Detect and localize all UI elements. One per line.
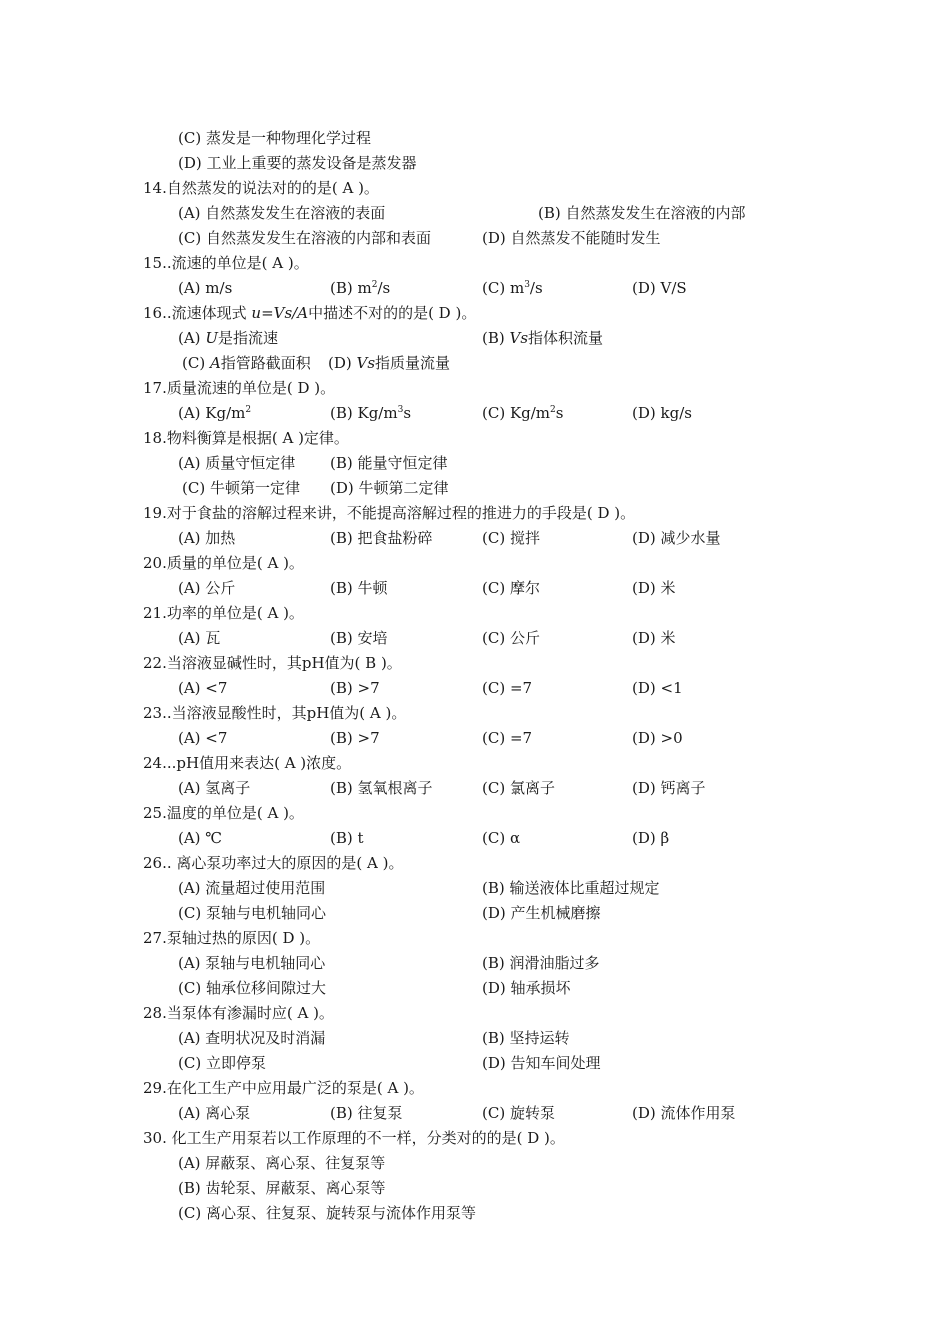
q23-option-d: (D) >0 bbox=[632, 729, 683, 747]
q23-stem: 23..当溶液显酸性时，其pH值为( A )。 bbox=[143, 704, 407, 722]
q23-option-b: (B) >7 bbox=[330, 729, 380, 747]
q27-stem: 27.泵轴过热的原因( D )。 bbox=[143, 929, 321, 947]
q28-option-c: (C) 立即停泵 bbox=[178, 1054, 266, 1072]
q26-option-b: (B) 输送液体比重超过规定 bbox=[482, 879, 660, 897]
velocity-formula: u=Vs/A bbox=[251, 304, 309, 322]
q13-option-d: (D) 工业上重要的蒸发设备是蒸发器 bbox=[178, 154, 417, 172]
q24-option-d: (D) 钙离子 bbox=[632, 779, 706, 797]
q29-option-d: (D) 流体作用泵 bbox=[632, 1104, 736, 1122]
q30-option-b: (B) 齿轮泵、屏蔽泵、离心泵等 bbox=[178, 1179, 386, 1197]
q17-option-a: (A) $Kg/m^2$ bbox=[178, 404, 252, 422]
q27-option-d: (D) 轴承损坏 bbox=[482, 979, 571, 997]
q25-option-b: (B) t bbox=[330, 829, 364, 847]
q20-option-d: (D) 米 bbox=[632, 579, 676, 597]
q27-option-a: (A) 泵轴与电机轴同心 bbox=[178, 954, 326, 972]
q19-option-c: (C) 搅拌 bbox=[482, 529, 540, 547]
q17-stem: 17.质量流速的单位是( D )。 bbox=[143, 379, 336, 397]
q17-option-d: (D) kg/s bbox=[632, 404, 692, 422]
q17-option-c: (C) $Kg/m^2s$ bbox=[482, 404, 564, 422]
q18-option-a: (A) 质量守恒定律 bbox=[178, 454, 296, 472]
q28-stem: 28.当泵体有渗漏时应( A )。 bbox=[143, 1004, 334, 1022]
q15-option-d: (D) V/S bbox=[632, 279, 687, 297]
q13-option-c: (C) 蒸发是一种物理化学过程 bbox=[178, 129, 371, 147]
q20-option-b: (B) 牛顿 bbox=[330, 579, 388, 597]
q14-option-d: (D) 自然蒸发不能随时发生 bbox=[482, 229, 661, 247]
q18-stem: 18.物料衡算是根据( A )定律。 bbox=[143, 429, 349, 447]
q16-stem: 16..流速体现式 u=Vs/A中描述不对的的是( D )。 bbox=[143, 304, 477, 322]
q22-option-d: (D) <1 bbox=[632, 679, 683, 697]
q25-option-a: (A) ℃ bbox=[178, 829, 223, 847]
q28-option-d: (D) 告知车间处理 bbox=[482, 1054, 601, 1072]
q30-stem: 30. 化工生产用泵若以工作原理的不一样，分类对的的是( D )。 bbox=[143, 1129, 565, 1147]
q21-option-b: (B) 安培 bbox=[330, 629, 388, 647]
q30-option-c: (C) 离心泵、往复泵、旋转泵与流体作用泵等 bbox=[178, 1204, 476, 1222]
q26-option-d: (D) 产生机械磨擦 bbox=[482, 904, 601, 922]
q18-option-b: (B) 能量守恒定律 bbox=[330, 454, 448, 472]
q29-option-c: (C) 旋转泵 bbox=[482, 1104, 555, 1122]
q21-option-d: (D) 米 bbox=[632, 629, 676, 647]
q23-option-a: (A) <7 bbox=[178, 729, 228, 747]
q29-option-a: (A) 离心泵 bbox=[178, 1104, 251, 1122]
q20-stem: 20.质量的单位是( A )。 bbox=[143, 554, 304, 572]
q28-option-a: (A) 查明状况及时消漏 bbox=[178, 1029, 326, 1047]
q16-option-b: (B) Vs指体积流量 bbox=[482, 329, 604, 347]
q21-stem: 21.功率的单位是( A )。 bbox=[143, 604, 304, 622]
q24-option-c: (C) 氯离子 bbox=[482, 779, 555, 797]
q14-stem: 14.自然蒸发的说法对的的是( A )。 bbox=[143, 179, 379, 197]
q19-stem: 19.对于食盐的溶解过程来讲，不能提高溶解过程的推进力的手段是( D )。 bbox=[143, 504, 636, 522]
q20-option-c: (C) 摩尔 bbox=[482, 579, 540, 597]
q16-option-a: (A) U是指流速 bbox=[178, 329, 278, 347]
q24-option-a: (A) 氢离子 bbox=[178, 779, 251, 797]
q22-stem: 22.当溶液显碱性时，其pH值为( B )。 bbox=[143, 654, 402, 672]
q28-option-b: (B) 坚持运转 bbox=[482, 1029, 570, 1047]
q15-option-c: (C) $m^3/s$ bbox=[482, 279, 543, 297]
q21-option-c: (C) 公斤 bbox=[482, 629, 540, 647]
q24-option-b: (B) 氢氧根离子 bbox=[330, 779, 433, 797]
q29-option-b: (B) 往复泵 bbox=[330, 1104, 403, 1122]
q27-option-c: (C) 轴承位移间隙过大 bbox=[178, 979, 326, 997]
q25-option-c: (C) α bbox=[482, 829, 521, 847]
q20-option-a: (A) 公斤 bbox=[178, 579, 236, 597]
q25-option-d: (D) β bbox=[632, 829, 670, 847]
q19-option-a: (A) 加热 bbox=[178, 529, 236, 547]
q19-option-b: (B) 把食盐粉碎 bbox=[330, 529, 433, 547]
q14-option-a: (A) 自然蒸发发生在溶液的表面 bbox=[178, 204, 386, 222]
q26-stem: 26.. 离心泵功率过大的原因的是( A )。 bbox=[143, 854, 404, 872]
q30-option-a: (A) 屏蔽泵、离心泵、往复泵等 bbox=[178, 1154, 386, 1172]
q22-option-a: (A) <7 bbox=[178, 679, 228, 697]
q14-option-b: (B) 自然蒸发发生在溶液的内部 bbox=[538, 204, 746, 222]
q17-option-b: (B) $Kg/m^3s$ bbox=[330, 404, 412, 422]
q26-option-a: (A) 流量超过使用范围 bbox=[178, 879, 326, 897]
q18-option-c: (C) 牛顿第一定律 bbox=[182, 479, 300, 497]
q25-stem: 25.温度的单位是( A )。 bbox=[143, 804, 304, 822]
q26-option-c: (C) 泵轴与电机轴同心 bbox=[178, 904, 326, 922]
q23-option-c: (C) =7 bbox=[482, 729, 533, 747]
q27-option-b: (B) 润滑油脂过多 bbox=[482, 954, 600, 972]
q16-option-c: (C) A指管路截面积 bbox=[182, 354, 311, 372]
q24-stem: 24...pH值用来表达( A )浓度。 bbox=[143, 754, 352, 772]
q21-option-a: (A) 瓦 bbox=[178, 629, 221, 647]
q16-option-d: (D) Vs指质量流量 bbox=[328, 354, 451, 372]
q22-option-b: (B) >7 bbox=[330, 679, 380, 697]
q15-option-b: (B) $m^2/s$ bbox=[330, 279, 391, 297]
q14-option-c: (C) 自然蒸发发生在溶液的内部和表面 bbox=[178, 229, 431, 247]
q29-stem: 29.在化工生产中应用最广泛的泵是( A )。 bbox=[143, 1079, 424, 1097]
q19-option-d: (D) 减少水量 bbox=[632, 529, 721, 547]
q15-stem: 15..流速的单位是( A )。 bbox=[143, 254, 309, 272]
q15-option-a: (A) m/s bbox=[178, 279, 233, 297]
q22-option-c: (C) =7 bbox=[482, 679, 533, 697]
q18-option-d: (D) 牛顿第二定律 bbox=[330, 479, 449, 497]
